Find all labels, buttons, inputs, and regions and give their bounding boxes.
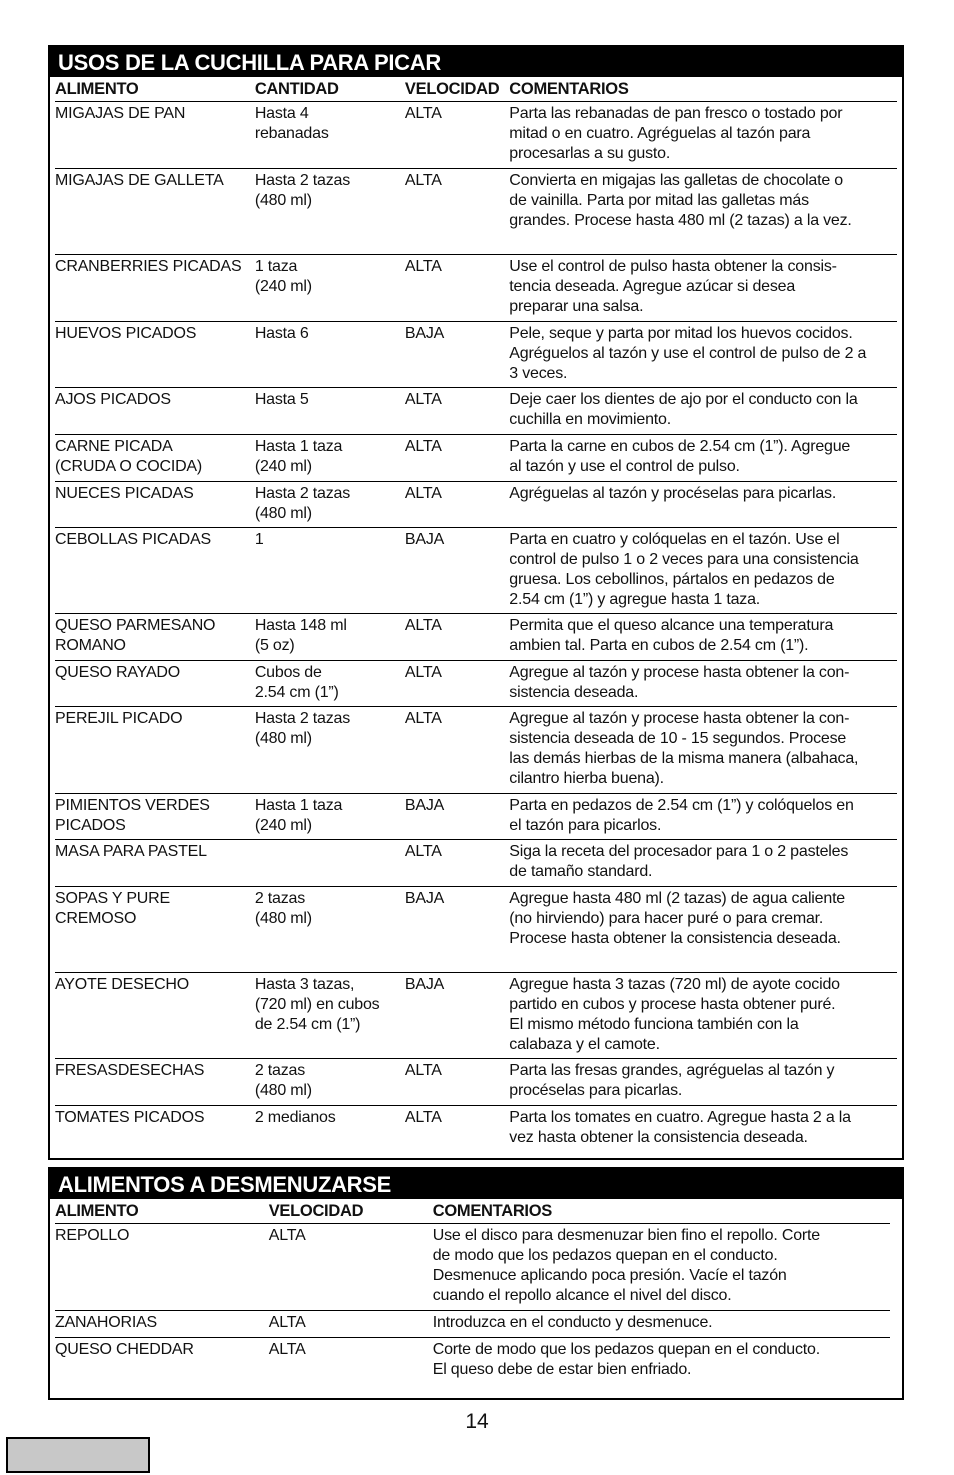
- comment-cell: Agregue hasta 480 ml (2 tazas) de agua caliente (no hirviendo) para hacer puré o para cremar. Procese hasta obtener la consistencia deseada.: [509, 890, 846, 947]
- table-row: [55, 1224, 890, 1311]
- speed-cell: ALTA: [404, 485, 442, 502]
- header-comments: COMENTARIOS: [432, 1202, 552, 1220]
- comment-cell: Parta las rebanadas de pan fresco o tostado por mitad o en cuatro. Agréguelas al tazón para procesarlas a su gusto.: [509, 105, 843, 162]
- food-cell: QUESO PARMESANO ROMANO: [55, 617, 216, 654]
- table-row: [55, 614, 897, 661]
- food-cell: MASA PARA PASTEL: [55, 843, 207, 860]
- speed-cell: ALTA: [404, 391, 442, 408]
- food-cell: QUESO CHEDDAR: [55, 1341, 194, 1358]
- comment-cell: Parta en cuatro y colóquelas en el tazón. Use el control de pulso 1 o 2 veces para una consistencia gruesa. Los cebollinos, pártalos en pedazos de 2.54 cm (1”) y agregue hasta 1 taza.: [509, 531, 859, 608]
- speed-cell: ALTA: [404, 617, 442, 634]
- quantity-cell: Hasta 3 tazas, (720 ml) en cubos de 2.54 cm (1”): [254, 976, 380, 1033]
- comment-cell: Parta las fresas grandes, agréguelas al tazón y procéselas para picarlas.: [509, 1062, 835, 1099]
- food-cell: NUECES PICADAS: [55, 485, 194, 502]
- speed-cell: ALTA: [404, 710, 442, 727]
- quantity-cell: 2 tazas (480 ml): [254, 1062, 312, 1099]
- quantity-cell: Hasta 5: [254, 391, 309, 408]
- speed-cell: ALTA: [404, 438, 442, 455]
- shred-panel: [48, 1167, 904, 1400]
- food-cell: MIGAJAS DE GALLETA: [55, 172, 224, 189]
- table-row: [55, 528, 897, 614]
- quantity-cell: Hasta 148 ml (5 oz): [254, 617, 347, 654]
- header-speed: VELOCIDAD: [268, 1202, 364, 1220]
- comment-cell: Agréguelas al tazón y procéselas para picarlas.: [509, 485, 837, 502]
- table-row: [55, 322, 897, 388]
- shred-table-header: [55, 1199, 890, 1224]
- table-row: [55, 1106, 897, 1150]
- quantity-cell: 1 taza (240 ml): [254, 258, 312, 295]
- quantity-cell: Cubos de 2.54 cm (1”): [254, 664, 339, 701]
- food-cell: CEBOLLAS PICADAS: [55, 531, 211, 548]
- food-cell: MIGAJAS DE PAN: [55, 105, 186, 122]
- table-row: [55, 388, 897, 435]
- header-quantity: CANTIDAD: [254, 80, 339, 98]
- food-cell: CRANBERRIES PICADAS: [55, 258, 242, 275]
- chop-uses-table: [55, 77, 897, 1150]
- table-row: [55, 482, 897, 528]
- table-row: [55, 661, 897, 707]
- chop-table-body: [55, 102, 897, 1150]
- food-cell: AJOS PICADOS: [55, 391, 171, 408]
- quantity-cell: 2 tazas (480 ml): [254, 890, 312, 927]
- table-row: [55, 707, 897, 794]
- table-row: [55, 169, 897, 255]
- table-row: [55, 973, 897, 1059]
- speed-cell: ALTA: [404, 664, 442, 681]
- food-cell: TOMATES PICADOS: [55, 1109, 205, 1126]
- food-cell: PIMIENTOS VERDES PICADOS: [55, 797, 210, 834]
- comment-cell: Convierta en migajas las galletas de chocolate o de vainilla. Parta por mitad las galletas más grandes. Procese hasta 480 ml (2 tazas) a la vez.: [509, 172, 852, 229]
- table-row: [55, 840, 897, 887]
- comment-cell: Use el control de pulso hasta obtener la consis- tencia deseada. Agregue azúcar si desea preparar una salsa.: [509, 258, 837, 315]
- gray-marker-box: [6, 1437, 150, 1473]
- comment-cell: Parta en pedazos de 2.54 cm (1”) y colóquelos en el tazón para picarlos.: [509, 797, 854, 834]
- comment-cell: Deje caer los dientes de ajo por el conducto con la cuchilla en movimiento.: [509, 391, 858, 428]
- speed-cell: ALTA: [404, 172, 442, 189]
- speed-cell: ALTA: [404, 843, 442, 860]
- speed-cell: BAJA: [404, 890, 445, 907]
- speed-cell: ALTA: [268, 1341, 306, 1358]
- header-speed: VELOCIDAD: [404, 80, 500, 98]
- chop-uses-title: USOS DE LA CUCHILLA PARA PICAR: [50, 47, 902, 77]
- speed-cell: ALTA: [404, 105, 442, 122]
- speed-cell: ALTA: [268, 1314, 306, 1331]
- food-cell: AYOTE DESECHO: [55, 976, 190, 993]
- comment-cell: Agregue hasta 3 tazas (720 ml) de ayote cocido partido en cubos y procese hasta obtener puré. El mismo método funciona también con la calabaza y el camote.: [509, 976, 840, 1053]
- quantity-cell: Hasta 1 taza (240 ml): [254, 438, 343, 475]
- chop-table-header: [55, 77, 897, 102]
- header-food: ALIMENTO: [55, 1202, 139, 1220]
- table-row: [55, 794, 897, 840]
- speed-cell: BAJA: [404, 325, 445, 342]
- food-cell: REPOLLO: [55, 1227, 130, 1244]
- comment-cell: Permita que el queso alcance una temperatura ambien tal. Parta en cubos de 2.54 cm (1”).: [509, 617, 834, 654]
- quantity-cell: Hasta 2 tazas (480 ml): [254, 710, 351, 747]
- food-cell: ZANAHORIAS: [55, 1314, 158, 1331]
- comment-cell: Parta los tomates en cuatro. Agregue hasta 2 a la vez hasta obtener la consistencia deseada.: [509, 1109, 851, 1146]
- table-row: [55, 1311, 890, 1338]
- speed-cell: ALTA: [404, 1109, 442, 1126]
- comment-cell: Use el disco para desmenuzar bien fino el repollo. Corte de modo que los pedazos quepan en el conducto. Desmenuce aplicando poca presión. Vacíe el tazón cuando el repollo alcance el nivel del disco.: [432, 1227, 820, 1304]
- speed-cell: BAJA: [404, 531, 445, 548]
- quantity-cell: 1: [254, 531, 264, 548]
- quantity-cell: Hasta 4 rebanadas: [254, 105, 329, 142]
- table-row: [55, 1059, 897, 1106]
- table-row: [55, 435, 897, 482]
- quantity-cell: Hasta 2 tazas (480 ml): [254, 172, 351, 209]
- comment-cell: Agregue al tazón y procese hasta obtener la con- sistencia deseada.: [509, 664, 850, 701]
- food-cell: PEREJIL PICADO: [55, 710, 183, 727]
- quantity-cell: Hasta 6: [254, 325, 309, 342]
- comment-cell: Pele, seque y parta por mitad los huevos cocidos. Agréguelos al tazón y use el control de pulso de 2 a 3 veces.: [509, 325, 867, 382]
- comment-cell: Introduzca en el conducto y desmenuce.: [432, 1314, 713, 1331]
- table-row: [55, 887, 897, 973]
- header-food: ALIMENTO: [55, 80, 139, 98]
- comment-cell: Corte de modo que los pedazos quepan en el conducto. El queso debe de estar bien enfriado.: [432, 1341, 820, 1378]
- quantity-cell: Hasta 1 taza (240 ml): [254, 797, 343, 834]
- shred-table-body: [55, 1224, 890, 1390]
- speed-cell: BAJA: [404, 797, 445, 814]
- food-cell: FRESASDESECHAS: [55, 1062, 205, 1079]
- quantity-cell: 2 medianos: [254, 1109, 336, 1126]
- food-cell: HUEVOS PICADOS: [55, 325, 197, 342]
- speed-cell: ALTA: [404, 258, 442, 275]
- table-row: [55, 1338, 890, 1390]
- speed-cell: ALTA: [404, 1062, 442, 1079]
- header-comments: COMENTARIOS: [509, 80, 629, 98]
- page-number: 14: [465, 1410, 489, 1433]
- chop-uses-panel: [48, 45, 904, 1160]
- food-cell: SOPAS Y PURE CREMOSO: [55, 890, 170, 927]
- food-cell: CARNE PICADA (CRUDA O COCIDA): [55, 438, 203, 475]
- shred-table: [55, 1199, 890, 1390]
- comment-cell: Parta la carne en cubos de 2.54 cm (1”). Agregue al tazón y use el control de pulso.: [509, 438, 851, 475]
- quantity-cell: Hasta 2 tazas (480 ml): [254, 485, 351, 522]
- comment-cell: Agregue al tazón y procese hasta obtener la con- sistencia deseada de 10 - 15 segundos. Procese las demás hierbas de la misma manera (albahaca, cilantro hierba buena).: [509, 710, 859, 787]
- speed-cell: BAJA: [404, 976, 445, 993]
- table-row: [55, 102, 897, 169]
- speed-cell: ALTA: [268, 1227, 306, 1244]
- comment-cell: Siga la receta del procesador para 1 o 2 pasteles de tamaño standard.: [509, 843, 849, 880]
- food-cell: QUESO RAYADO: [55, 664, 181, 681]
- shred-title: ALIMENTOS A DESMENUZARSE: [50, 1169, 902, 1199]
- quantity-cell: [255, 842, 405, 886]
- table-row: [55, 255, 897, 322]
